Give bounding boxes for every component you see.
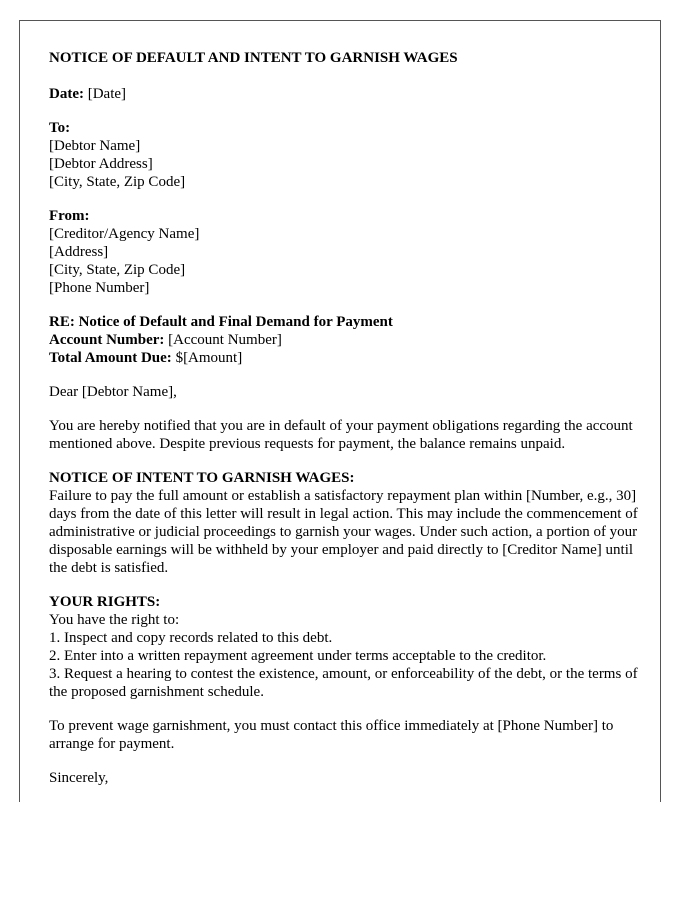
from-label: From: (49, 208, 90, 224)
rights-item-3: 3. Request a hearing to contest the existence, amount, or enforceability of the debt, or the terms of the proposed garnishment schedule. (49, 666, 638, 700)
letter-page (19, 20, 661, 802)
to-line-debtor-name: [Debtor Name] (49, 138, 141, 154)
from-block (49, 207, 639, 297)
to-label: To: (49, 120, 71, 136)
to-block (49, 119, 639, 191)
from-line-creditor-name: [Creditor/Agency Name] (49, 226, 200, 242)
salutation: Dear [Debtor Name], (49, 384, 177, 400)
rights-item-1: 1. Inspect and copy records related to this debt. (49, 630, 333, 646)
re-line: RE: Notice of Default and Final Demand for Payment (49, 314, 393, 330)
total-label: Total Amount Due: (49, 350, 172, 366)
account-label: Account Number: (49, 332, 165, 348)
to-line-debtor-address: [Debtor Address] (49, 156, 153, 172)
closing: Sincerely, (49, 770, 109, 786)
letter-title: NOTICE OF DEFAULT AND INTENT TO GARNISH WAGES (49, 50, 458, 66)
date-label: Date: (49, 86, 84, 102)
rights-section (49, 593, 639, 701)
from-line-address: [Address] (49, 244, 109, 260)
intent-heading: NOTICE OF INTENT TO GARNISH WAGES: (49, 470, 355, 486)
prevent-paragraph: To prevent wage garnishment, you must contact this office immediately at [Phone Number] to arrange for payment. (49, 718, 614, 752)
account-value: [Account Number] (168, 332, 282, 348)
total-value: $[Amount] (175, 350, 243, 366)
rights-intro: You have the right to: (49, 612, 180, 628)
rights-item-2: 2. Enter into a written repayment agreement under terms acceptable to the creditor. (49, 648, 547, 664)
rights-heading: YOUR RIGHTS: (49, 594, 161, 610)
intro-paragraph: You are hereby notified that you are in default of your payment obligations regarding the account mentioned above. Despite previous requests for payment, the balance remains unpaid. (49, 418, 633, 452)
intent-paragraph: Failure to pay the full amount or establish a satisfactory repayment plan within [Number, e.g., 30] days from the date of this letter will result in legal action. This may include the commencement of administrative or judicial proceedings to garnish your wages. Under such action, a portion of your disposable earnings will be withheld by your employer and paid directly to [Creditor Name] until the debt is satisfied. (49, 488, 638, 576)
letter-content (49, 49, 639, 802)
from-line-city-state-zip: [City, State, Zip Code] (49, 262, 186, 278)
from-line-phone: [Phone Number] (49, 280, 150, 296)
re-block (49, 313, 639, 367)
date-block (49, 85, 639, 103)
date-value: [Date] (87, 86, 127, 102)
to-line-city-state-zip: [City, State, Zip Code] (49, 174, 186, 190)
intent-section (49, 469, 639, 577)
